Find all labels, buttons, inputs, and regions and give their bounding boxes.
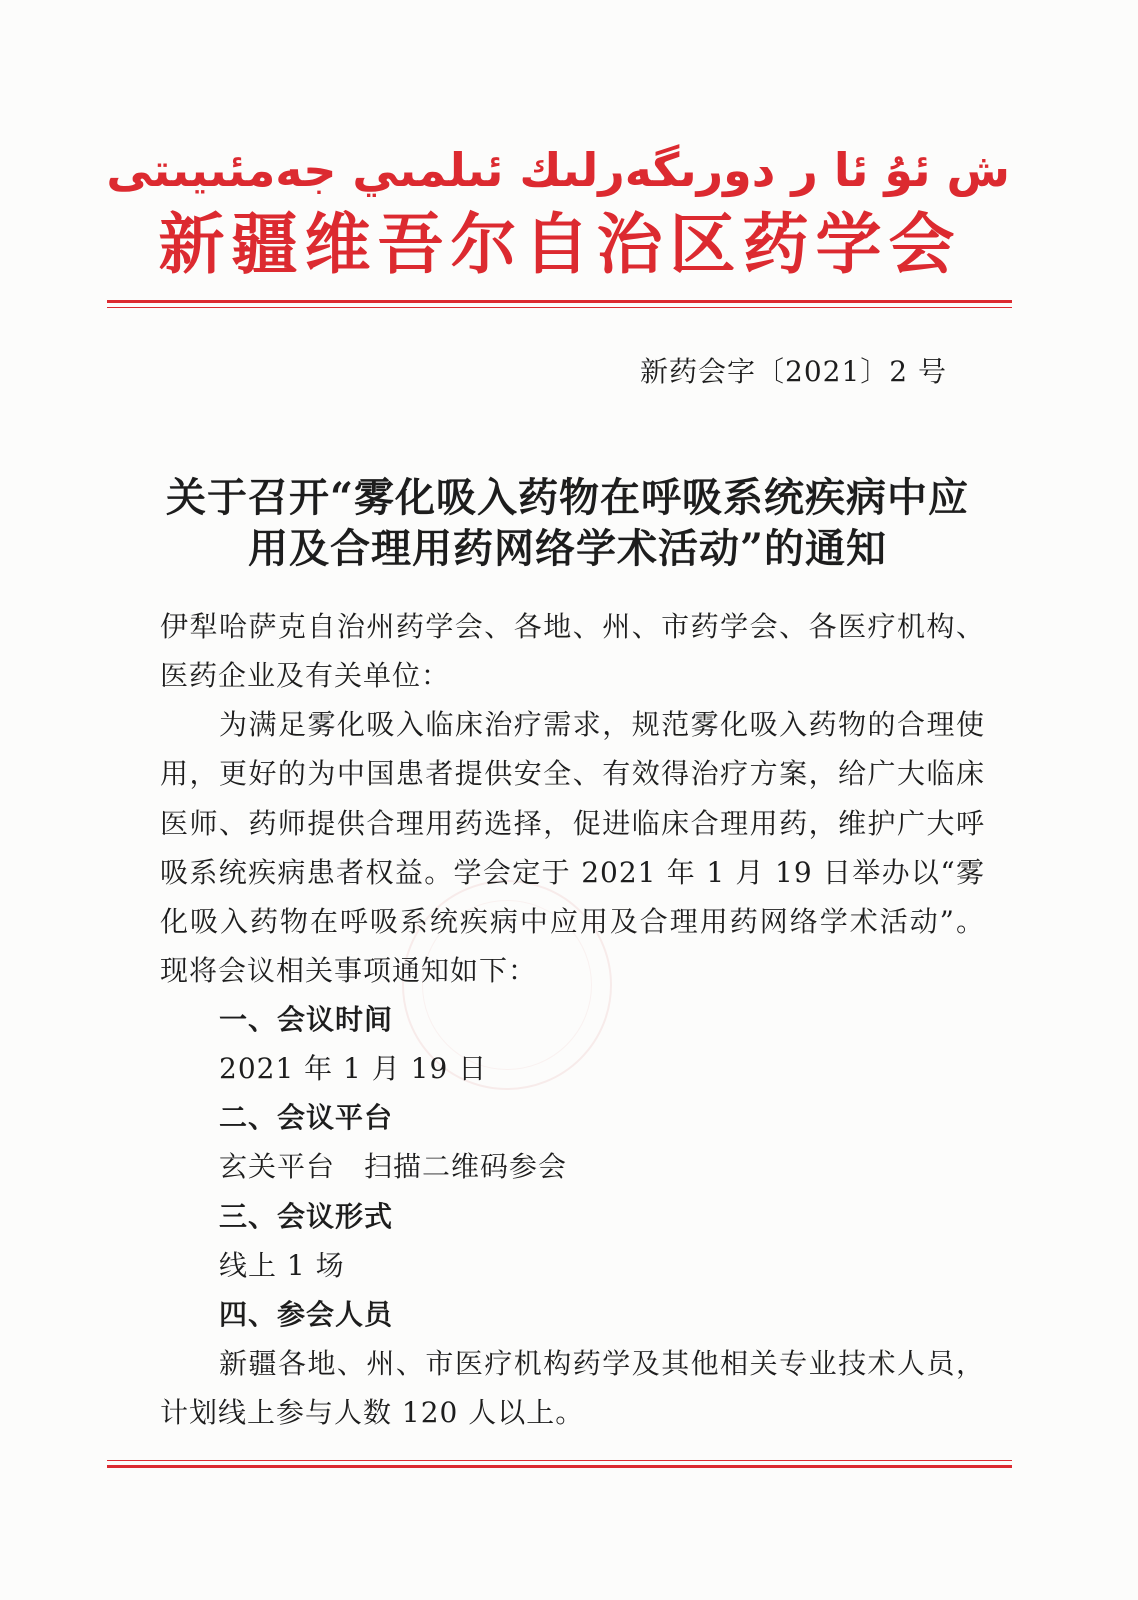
section-content: 线上 1 场: [219, 1248, 345, 1282]
section-heading: 四、参会人员: [219, 1297, 394, 1331]
header-divider: [107, 300, 1012, 308]
footer-divider: [107, 1460, 1012, 1468]
section-content: 新疆各地、州、市医疗机构药学及其他相关专业技术人员，: [219, 1346, 985, 1380]
intro-line: 化吸入药物在呼吸系统疾病中应用及合理用药网络学术活动”。: [160, 904, 985, 938]
intro-line: 为满足雾化吸入临床治疗需求，规范雾化吸入药物的合理使: [219, 708, 985, 742]
title-line: 用及合理用药网络学术活动”的通知: [247, 525, 887, 572]
title-line: 关于召开“雾化吸入药物在呼吸系统疾病中应: [165, 474, 969, 521]
intro-line: 医师、药师提供合理用药选择，促进临床合理用药，维护广大呼: [160, 806, 985, 840]
document-number: 新药会字〔2021〕2 号: [640, 355, 947, 388]
notice-title: [155, 472, 980, 574]
intro-line: 现将会议相关事项通知如下：: [160, 953, 538, 987]
notice-body: [160, 602, 985, 1437]
section-heading: 一、会议时间: [219, 1003, 394, 1036]
section-content: 玄关平台 扫描二维码参会: [219, 1150, 568, 1184]
addressee: [160, 602, 985, 700]
intro-line: 吸系统疾病患者权益。学会定于 2021 年 1 月 19 日举办以“雾: [160, 855, 985, 889]
header-chinese-name: 新疆维吾尔自治区药学会: [158, 205, 962, 283]
section-content: 计划线上参与人数 120 人以上。: [160, 1396, 585, 1429]
intro-paragraph: [160, 700, 985, 995]
section-content: 2021 年 1 月 19 日: [219, 1052, 488, 1086]
section-participants: [160, 1290, 985, 1437]
intro-line: 用，更好的为中国患者提供安全、有效得治疗方案，给广大临床: [160, 757, 985, 791]
section-heading: 三、会议形式: [219, 1199, 394, 1233]
section-meeting-time: [160, 995, 985, 1093]
addressee-line: 医药企业及有关单位：: [160, 659, 451, 693]
section-meeting-format: [160, 1192, 985, 1290]
section-meeting-platform: [160, 1093, 985, 1191]
section-heading: 二、会议平台: [219, 1101, 394, 1135]
addressee-line: 伊犁哈萨克自治州药学会、各地、州、市药学会、各医疗机构、: [160, 610, 985, 643]
header-uyghur-name: ش ئۇ ئا ر دورىگەرلىك ئىلمىي جەمئىيىتى: [106, 143, 1010, 197]
